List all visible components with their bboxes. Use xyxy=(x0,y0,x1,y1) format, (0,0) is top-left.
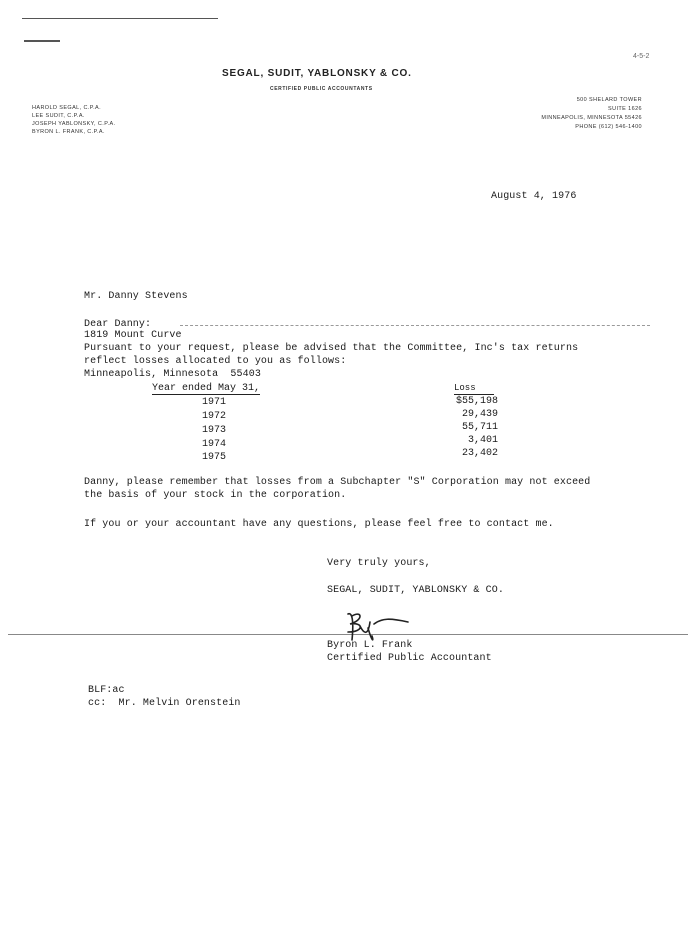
letterhead-address xyxy=(490,96,642,132)
table-cell-loss: 55,711 xyxy=(461,422,498,433)
table-cell-loss: 23,402 xyxy=(461,448,498,459)
partner-name: HAROLD SEGAL, C.P.A. xyxy=(32,105,102,111)
addressee-line: Mr. Danny Stevens xyxy=(84,291,188,302)
table-header-loss: Loss xyxy=(454,383,494,395)
address-line: MINNEAPOLIS, MINNESOTA 55426 xyxy=(541,115,642,121)
table-cell-year: 1971 xyxy=(202,397,227,408)
table-cell-year: 1972 xyxy=(202,411,227,422)
letterhead-firm-subtitle: CERTIFIED PUBLIC ACCOUNTANTS xyxy=(270,86,373,92)
margin-handwritten-mark: 4-5-2 xyxy=(633,53,650,60)
table-cell-loss: 29,439 xyxy=(461,409,498,420)
partner-name: LEE SUDIT, C.P.A. xyxy=(32,113,85,119)
scan-artifact-line xyxy=(22,18,218,19)
addressee-line: Minneapolis, Minnesota 55403 xyxy=(84,369,261,380)
table-cell-year: 1975 xyxy=(202,452,227,463)
carbon-copy: cc: Mr. Melvin Orenstein xyxy=(88,698,241,709)
address-line: SUITE 1626 xyxy=(608,106,642,112)
closing-firm-name: SEGAL, SUDIT, YABLONSKY & CO. xyxy=(327,585,504,596)
table-header-year: Year ended May 31, xyxy=(152,383,261,394)
salutation: Dear Danny: xyxy=(84,319,152,330)
closing: Very truly yours, xyxy=(327,558,431,569)
paragraph-request: Pursuant to your request, please be advised that the Committee, Inc's tax returns reflect losses allocated to you as follows: xyxy=(84,343,579,367)
partner-name: JOSEPH YABLONSKY, C.P.A. xyxy=(32,121,116,127)
table-cell-year: 1973 xyxy=(202,425,227,436)
table-cell-loss: 3,401 xyxy=(467,435,498,446)
scan-artifact-mark xyxy=(24,40,60,42)
letterhead-firm-name: SEGAL, SUDIT, YABLONSKY & CO. xyxy=(222,68,412,79)
addressee-line: 1819 Mount Curve xyxy=(84,330,182,341)
paragraph-subchapter-s: Danny, please remember that losses from a Subchapter "S" Corporation may not exceed the basis of your stock in the corporation. xyxy=(84,477,591,501)
paragraph-contact: If you or your accountant have any questions, please feel free to contact me. xyxy=(84,519,554,530)
signer-title: Certified Public Accountant xyxy=(327,653,492,664)
table-cell-loss: $55,198 xyxy=(455,396,498,407)
signer-name: Byron L. Frank xyxy=(327,640,413,651)
letterhead-partners xyxy=(32,104,115,136)
letter-date: August 4, 1976 xyxy=(491,191,577,202)
reference-initials: BLF:ac xyxy=(88,685,125,696)
table-cell-year: 1974 xyxy=(202,439,227,450)
address-line: 500 SHELARD TOWER xyxy=(576,97,642,103)
address-line: PHONE (612) 546-1400 xyxy=(575,124,642,130)
partner-name: BYRON L. FRANK, C.P.A. xyxy=(32,129,105,135)
